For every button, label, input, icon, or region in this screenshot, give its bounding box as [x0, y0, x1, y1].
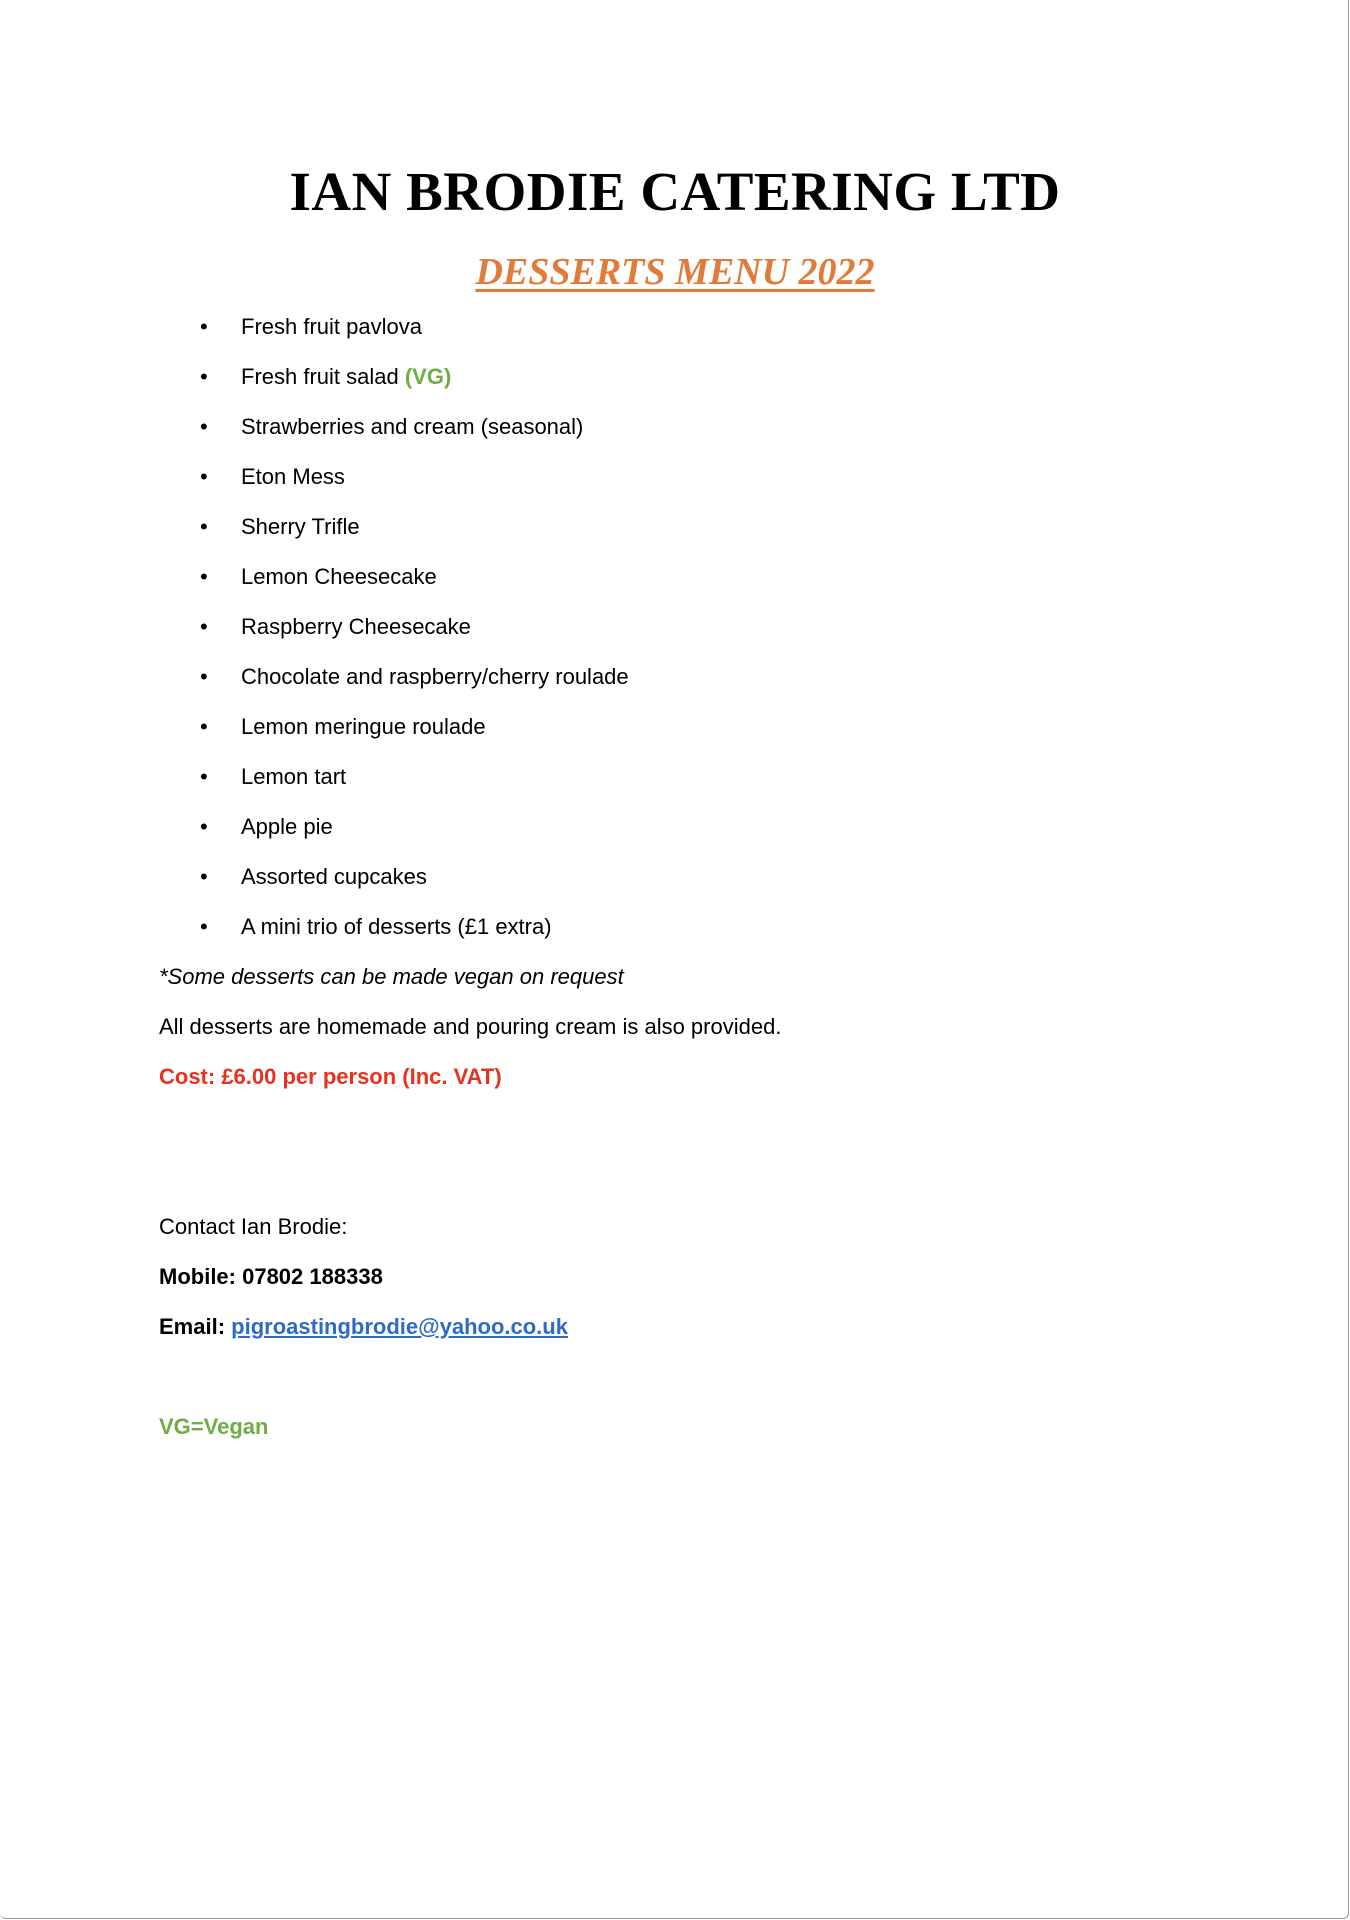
dessert-name: Fresh fruit pavlova	[241, 314, 422, 339]
dessert-list	[0, 312, 629, 962]
dessert-name: Raspberry Cheesecake	[241, 614, 471, 639]
dessert-item	[0, 462, 629, 512]
vegan-legend: VG=Vegan	[159, 1414, 269, 1439]
menu-title: DESSERTS MENU 2022	[475, 251, 875, 293]
dessert-item	[0, 812, 629, 862]
bullet-icon: •	[200, 414, 208, 439]
dessert-name: Lemon meringue roulade	[241, 714, 486, 739]
bullet-icon: •	[200, 914, 208, 939]
bullet-icon: •	[200, 614, 208, 639]
dessert-name: Apple pie	[241, 814, 333, 839]
dessert-item	[0, 312, 629, 362]
email-label: Email:	[159, 1314, 226, 1339]
bullet-icon: •	[200, 314, 208, 339]
dessert-name: Fresh fruit salad	[241, 364, 399, 389]
cost-line: Cost: £6.00 per person (Inc. VAT)	[159, 1064, 502, 1089]
contact-heading: Contact Ian Brodie:	[159, 1214, 348, 1239]
bullet-icon: •	[200, 664, 208, 689]
dessert-item	[0, 412, 629, 462]
homemade-note: All desserts are homemade and pouring cream is also provided.	[159, 1014, 782, 1039]
dessert-item	[0, 912, 629, 962]
dessert-item	[0, 762, 629, 812]
dessert-item	[0, 512, 629, 562]
bullet-icon: •	[200, 464, 208, 489]
mobile-line: Mobile: 07802 188338	[159, 1264, 383, 1289]
bullet-icon: •	[200, 364, 208, 389]
company-name: IAN BRODIE CATERING LTD	[289, 161, 1061, 222]
bullet-icon: •	[200, 564, 208, 589]
dessert-item	[0, 562, 629, 612]
dessert-item	[0, 362, 629, 412]
dessert-name: Assorted cupcakes	[241, 864, 427, 889]
dessert-name: Lemon tart	[241, 764, 347, 789]
bullet-icon: •	[200, 814, 208, 839]
bullet-icon: •	[200, 514, 208, 539]
vegan-tag: (VG)	[404, 364, 452, 389]
email-link[interactable]: pigroastingbrodie@yahoo.co.uk	[231, 1314, 568, 1339]
dessert-name: Lemon Cheesecake	[241, 564, 437, 589]
dessert-item	[0, 612, 629, 662]
bullet-icon: •	[200, 714, 208, 739]
dessert-name: A mini trio of desserts (£1 extra)	[241, 914, 552, 939]
dessert-name: Sherry Trifle	[241, 514, 360, 539]
vegan-request-note: *Some desserts can be made vegan on request	[159, 964, 624, 989]
bullet-icon: •	[200, 764, 208, 789]
dessert-name: Chocolate and raspberry/cherry roulade	[241, 664, 629, 689]
bullet-icon: •	[200, 864, 208, 889]
dessert-name: Eton Mess	[241, 464, 345, 489]
dessert-item	[0, 662, 629, 712]
dessert-item	[0, 862, 629, 912]
dessert-item	[0, 712, 629, 762]
email-line	[159, 1312, 568, 1342]
dessert-name: Strawberries and cream (seasonal)	[241, 414, 584, 439]
